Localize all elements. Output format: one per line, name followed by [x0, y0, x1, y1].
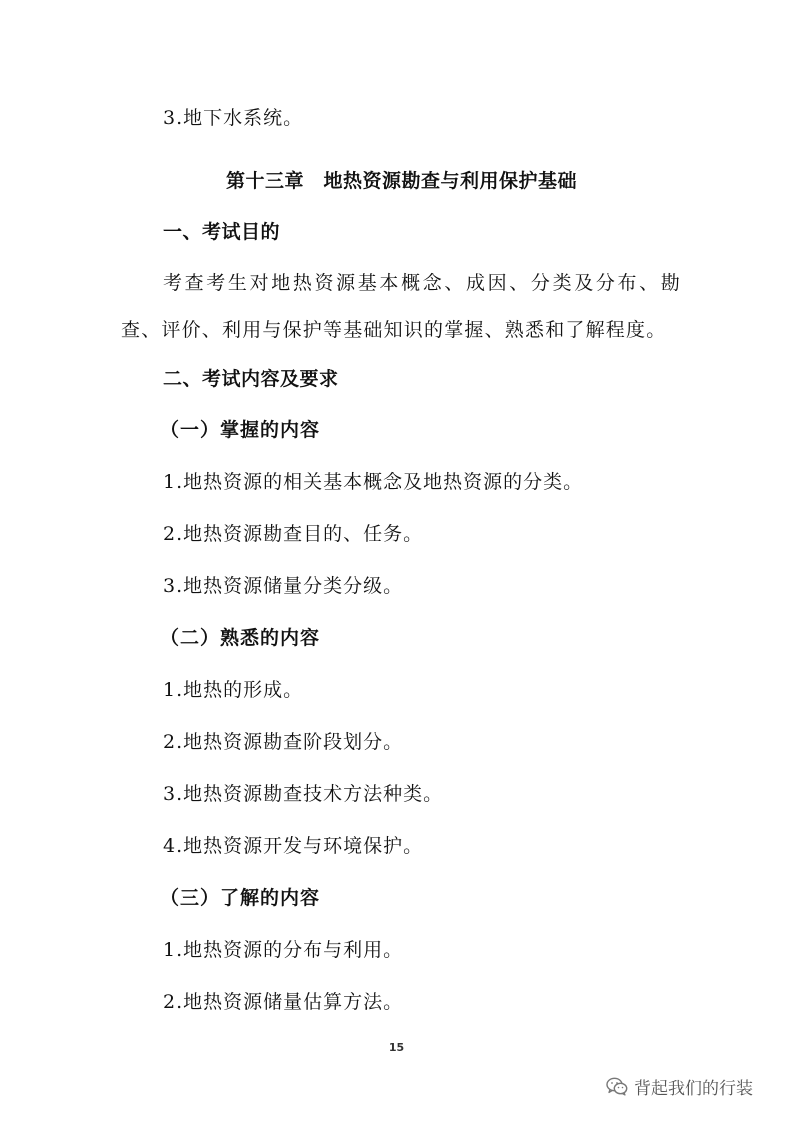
list-item: 1.地热资源的相关基本概念及地热资源的分类。 — [163, 471, 584, 493]
watermark-text: 背起我们的行装 — [634, 1079, 753, 1099]
subsection-heading: （二）熟悉的内容 — [160, 627, 321, 649]
list-item: 3.地热资源勘查技术方法种类。 — [163, 783, 444, 805]
chapter-title: 第十三章 地热资源勘查与利用保护基础 — [226, 170, 578, 192]
section-heading: 二、考试内容及要求 — [163, 368, 339, 390]
list-item: 3.地热资源储量分类分级。 — [163, 575, 404, 597]
wechat-icon — [606, 1077, 628, 1096]
list-item: 3.地下水系统。 — [163, 107, 304, 129]
list-item: 1.地热资源的分布与利用。 — [163, 939, 404, 961]
list-item: 1.地热的形成。 — [163, 679, 304, 701]
page-number: 15 — [388, 1041, 405, 1054]
list-item: 4.地热资源开发与环境保护。 — [163, 835, 424, 857]
subsection-heading: （一）掌握的内容 — [160, 419, 321, 441]
list-item: 2.地热资源储量估算方法。 — [163, 991, 404, 1013]
list-item: 2.地热资源勘查目的、任务。 — [163, 523, 424, 545]
watermark — [606, 1074, 753, 1099]
paragraph: 考查考生对地热资源基本概念、成因、分类及分布、勘查、评价、利用与保护等基础知识的掌握、熟悉和了解程度。 — [121, 272, 681, 341]
section-heading: 一、考试目的 — [163, 221, 281, 243]
list-item: 2.地热资源勘查阶段划分。 — [163, 731, 404, 753]
subsection-heading: （三）了解的内容 — [160, 887, 321, 909]
